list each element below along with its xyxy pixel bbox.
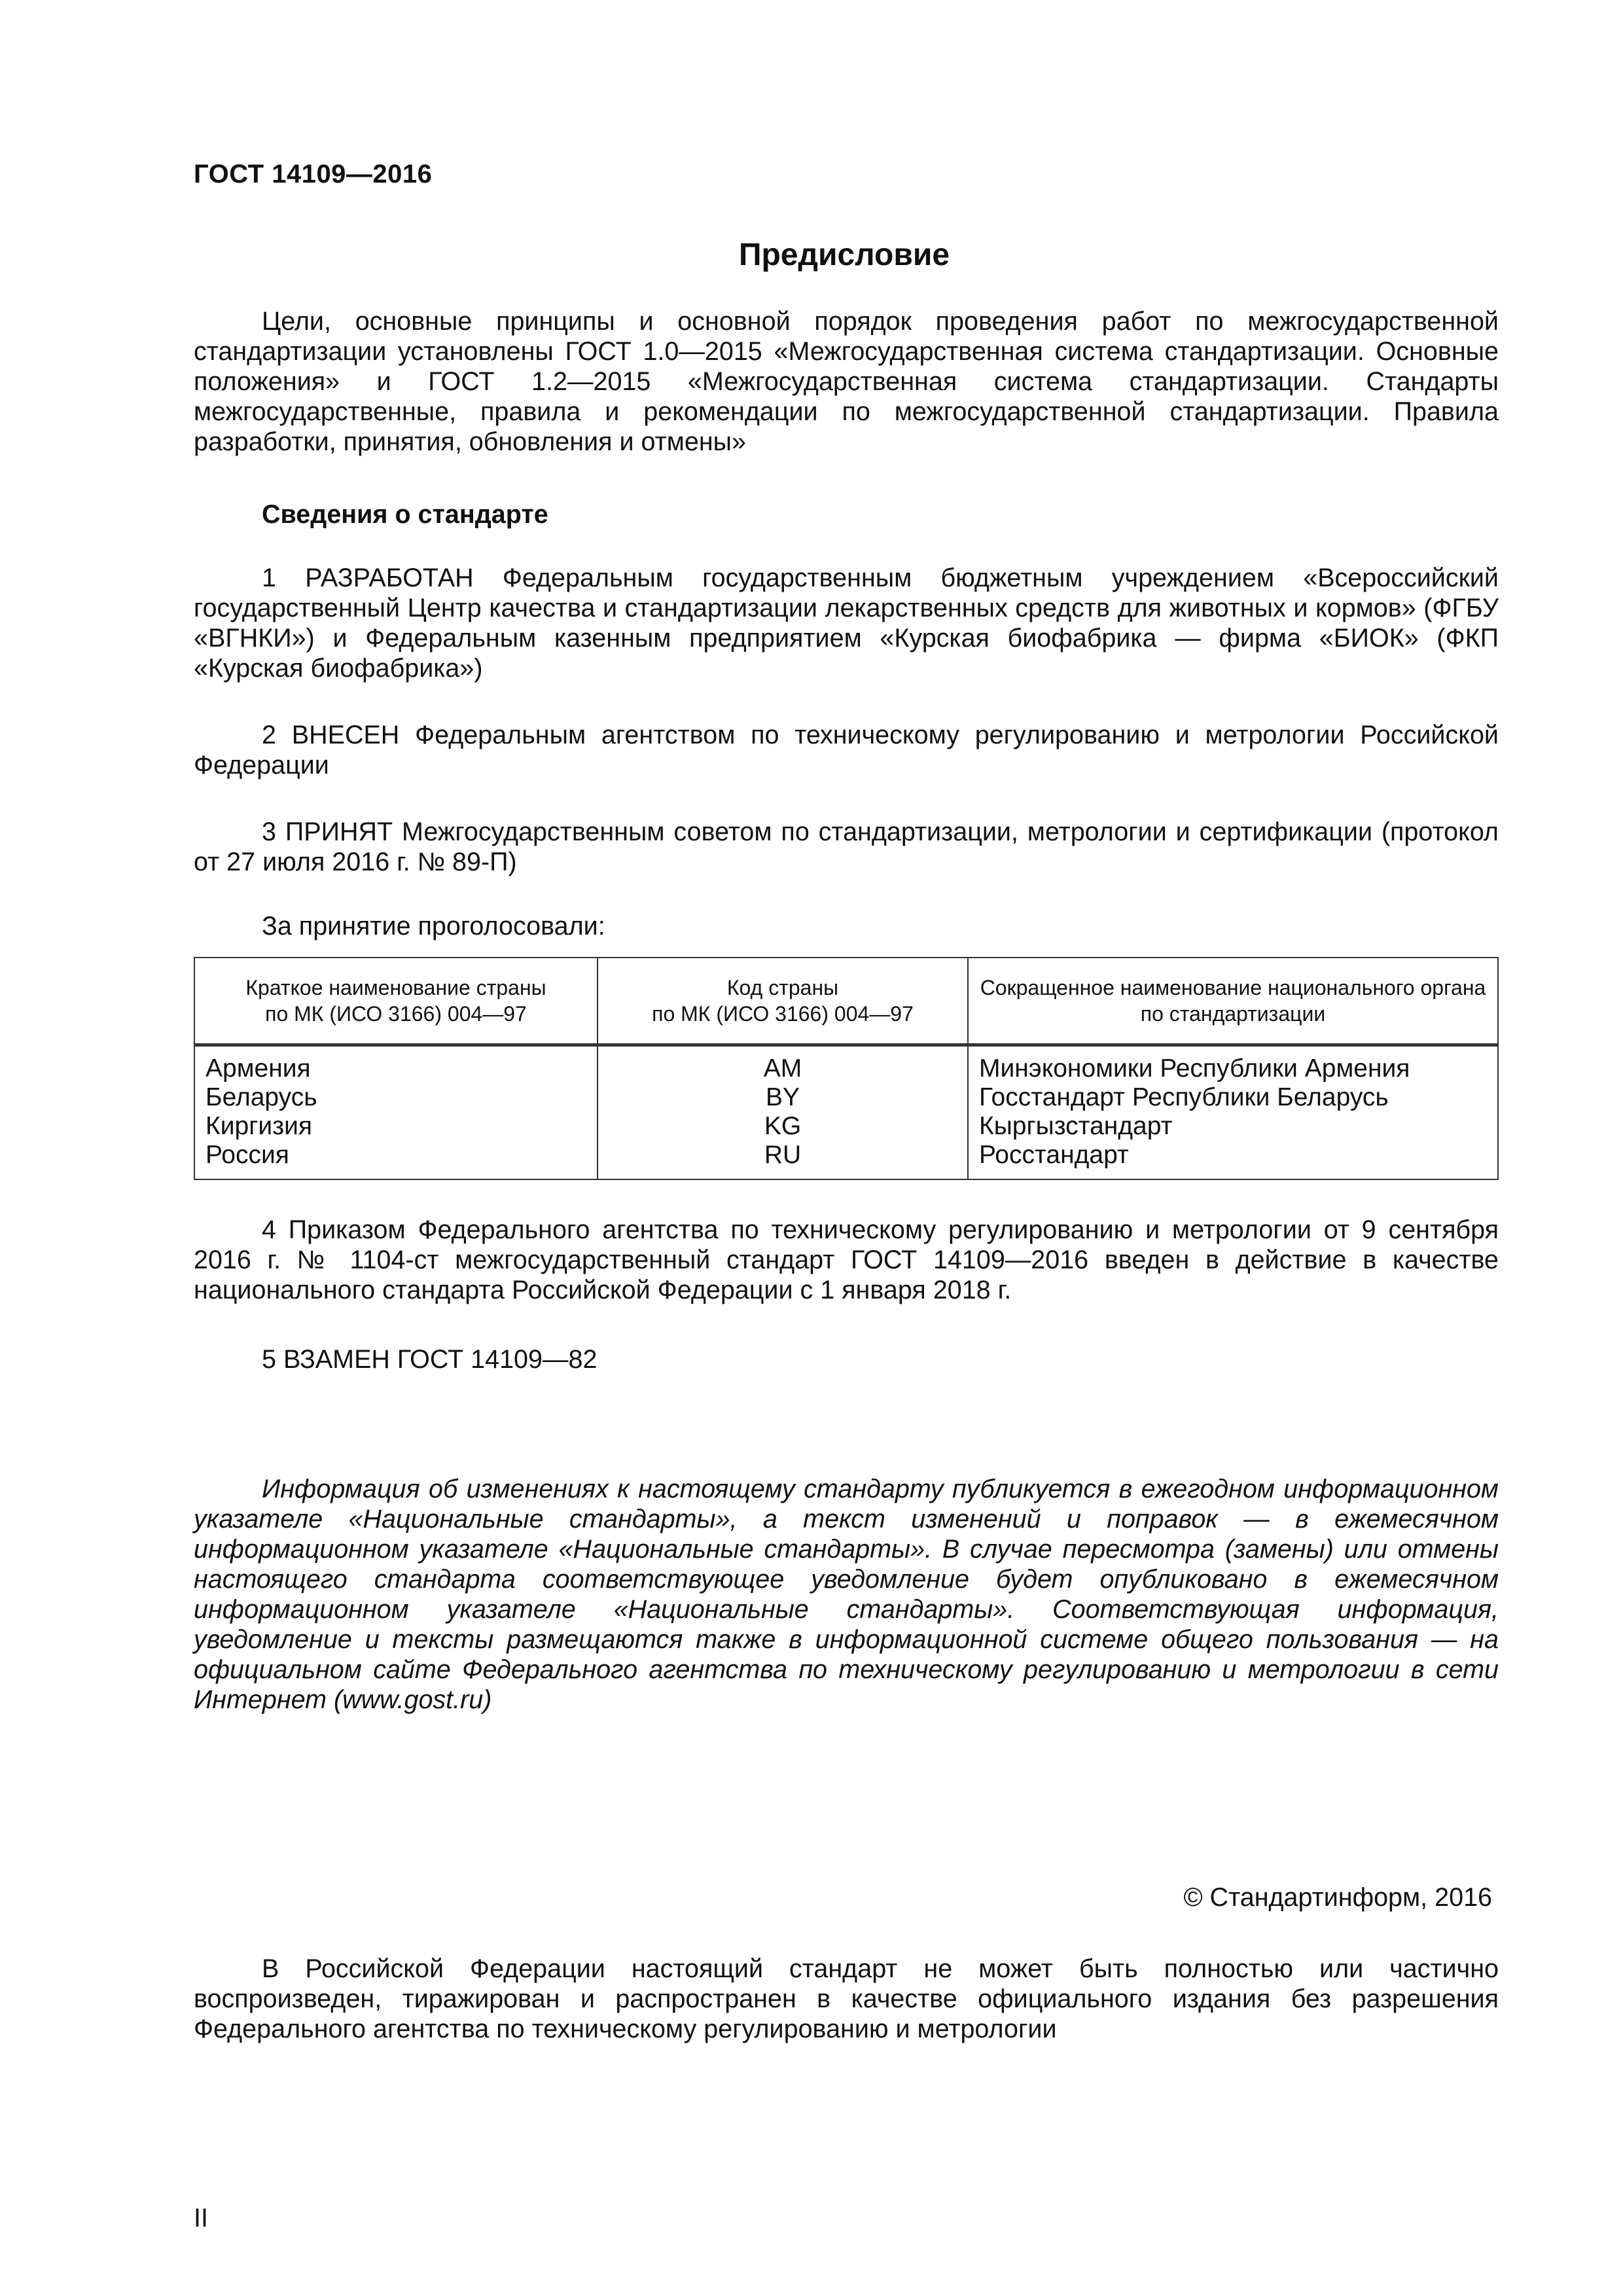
voted-label: За принятие проголосовали: <box>262 912 605 941</box>
header-body-line1: Сокращенное наименование национального органа <box>980 976 1486 999</box>
item-developed: 1 РАЗРАБОТАН Федеральным государственным бюджетным учреждением «Всероссийский государственный Центр качества и стандартизации лекарственных средств для животных и кормов» (ФГБУ «ВГНКИ») и Федеральным казенным предприятием «Курская биофабрика — фирма «БИОК» (ФКП «Курская биофабрика») <box>194 564 1499 683</box>
country-name: Киргизия <box>205 1112 312 1140</box>
intro-paragraph: Цели, основные принципы и основной порядок проведения работ по межгосударственной стандартизации установлены ГОСТ 1.0—2015 «Межгосударственная система стандартизации. Основные положения» и ГОСТ 1.2—2015 «Межгосударственная система стандартизации. Стандарты межгосударственные, правила и рекомендации по межгосударственной стандартизации. Правила разработки, принятия, обновления и отмены» <box>194 307 1499 456</box>
header-body-line2: по стандартизации <box>1140 1002 1326 1026</box>
body-cell <box>968 1045 1498 1180</box>
country-code: KG <box>764 1112 802 1140</box>
item-adopted: 3 ПРИНЯТ Межгосударственным советом по стандартизации, метрологии и сертификации (протокол от 27 июля 2016 г. № 89-П) <box>194 817 1499 876</box>
country-name: Россия <box>205 1141 289 1169</box>
header-country-line2: по МК (ИСО 3166) 004—97 <box>265 1002 527 1026</box>
header-body <box>968 958 1498 1045</box>
section-heading: Сведения о стандарте <box>262 500 548 529</box>
standards-body: Госстандарт Республики Беларусь <box>979 1083 1389 1111</box>
standards-body: Кыргызстандарт <box>979 1112 1173 1140</box>
copyright: © Стандартинформ, 2016 <box>1183 1883 1492 1912</box>
country-name: Армения <box>205 1054 311 1083</box>
country-name: Беларусь <box>205 1083 317 1111</box>
table-row <box>194 1045 1498 1180</box>
table-header-row <box>194 958 1498 1045</box>
amendments-notice: Информация об изменениях к настоящему стандарту публикуется в ежегодном информационном указателе «Национальные стандарты», а текст изменений и поправок — в ежемесячном информационном указателе «Национальные стандарты». В случае пересмотра (замены) или отмены настоящего стандарта соответствующее уведомление будет опубликовано в ежемесячном информационном указателе «Национальные стандарты». Соответствующая информация, уведомление и тексты размещаются также в информационной системе общего пользования — на официальном сайте Федерального агентства по техническому регулированию и метрологии в сети Интернет (www.gost.ru) <box>194 1475 1499 1714</box>
document-code: ГОСТ 14109—2016 <box>194 160 433 188</box>
header-country-line1: Краткое наименование страны <box>245 976 546 999</box>
item-introduced: 2 ВНЕСЕН Федеральным агентством по техническому регулированию и метрологии Российской Федерации <box>194 721 1499 780</box>
page-title: Предисловие <box>738 238 950 272</box>
header-code-line2: по МК (ИСО 3166) 004—97 <box>652 1002 914 1026</box>
country-code: RU <box>764 1141 802 1169</box>
header-code <box>597 958 968 1045</box>
standards-body: Минэкономики Республики Армения <box>979 1054 1410 1083</box>
vote-table <box>194 957 1499 1180</box>
item-order: 4 Приказом Федерального агентства по техническому регулированию и метрологии от 9 сентября 2016 г. № 1104-ст межгосударственный стандарт ГОСТ 14109—2016 введен в действие в качестве национального стандарта Российской Федерации с 1 января 2018 г. <box>194 1215 1499 1304</box>
reproduction-notice: В Российской Федерации настоящий стандарт не может быть полностью или частично воспроизведен, тиражирован и распространен в качестве официального издания без разрешения Федерального агентства по техническому регулированию и метрологии <box>194 1954 1499 2043</box>
country-cell <box>194 1045 597 1180</box>
page-number: II <box>194 2204 208 2233</box>
item-replaces: 5 ВЗАМЕН ГОСТ 14109—82 <box>262 1345 597 1374</box>
country-code: AM <box>763 1054 802 1083</box>
standards-body: Росстандарт <box>979 1141 1129 1169</box>
header-code-line1: Код страны <box>726 976 839 999</box>
code-cell <box>597 1045 968 1180</box>
header-country <box>194 958 597 1045</box>
country-code: BY <box>765 1083 800 1111</box>
